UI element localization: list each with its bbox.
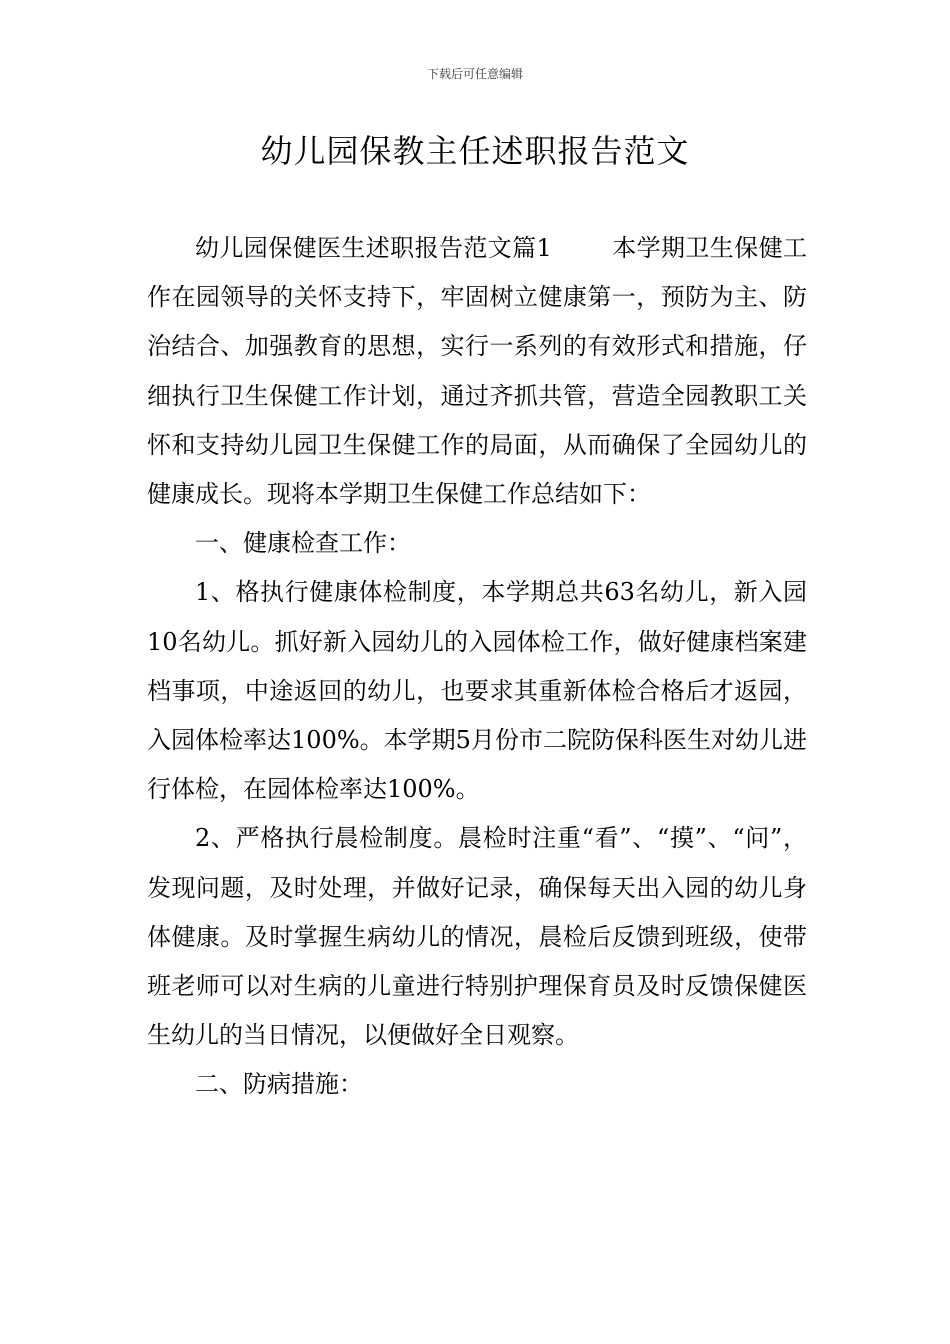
intro-paragraph xyxy=(147,224,807,519)
document-title: 幼儿园保教主任述职报告范文 xyxy=(260,132,690,170)
health-check-item-1: 1、格执行健康体检制度，本学期总共63名幼儿，新入园10名幼儿。抓好新入园幼儿的入园体检工作，做好健康档案建档事项，中途返回的幼儿，也要求其重新体检合格后才返园，入园体检率达100%。本学期5月份市二院防保科医生对幼儿进行体检，在园体检率达100%。 xyxy=(147,578,807,804)
intro-lead: 幼儿园保健医生述职报告范文篇1 xyxy=(195,234,552,262)
section-heading-disease-prevention: 二、防病措施： xyxy=(195,1070,363,1099)
document-body xyxy=(147,224,807,1110)
section-heading-health-check: 一、健康检查工作： xyxy=(195,529,411,558)
header-note: 下载后可任意编辑 xyxy=(426,67,523,81)
health-check-item-2: 2、严格执行晨检制度。晨检时注重“看”、“摸”、“问”，发现问题，及时处理，并做好记录，确保每天出入园的幼儿身体健康。及时掌握生病幼儿的情况，晨检后反馈到班级，使带班老师可以对生病的儿童进行特别护理保育员及时反馈保健医生幼儿的当日情况，以便做好全日观察。 xyxy=(147,824,807,1050)
intro-text: 本学期卫生保健工作在园领导的关怀支持下，牢固树立健康第一，预防为主、防治结合、加强教育的思想，实行一系列的有效形式和措施，仔细执行卫生保健工作计划，通过齐抓共管，营造全园教职工关怀和支持幼儿园卫生保健工作的局面，从而确保了全园幼儿的健康成长。现将本学期卫生保健工作总结如下： xyxy=(147,234,807,509)
